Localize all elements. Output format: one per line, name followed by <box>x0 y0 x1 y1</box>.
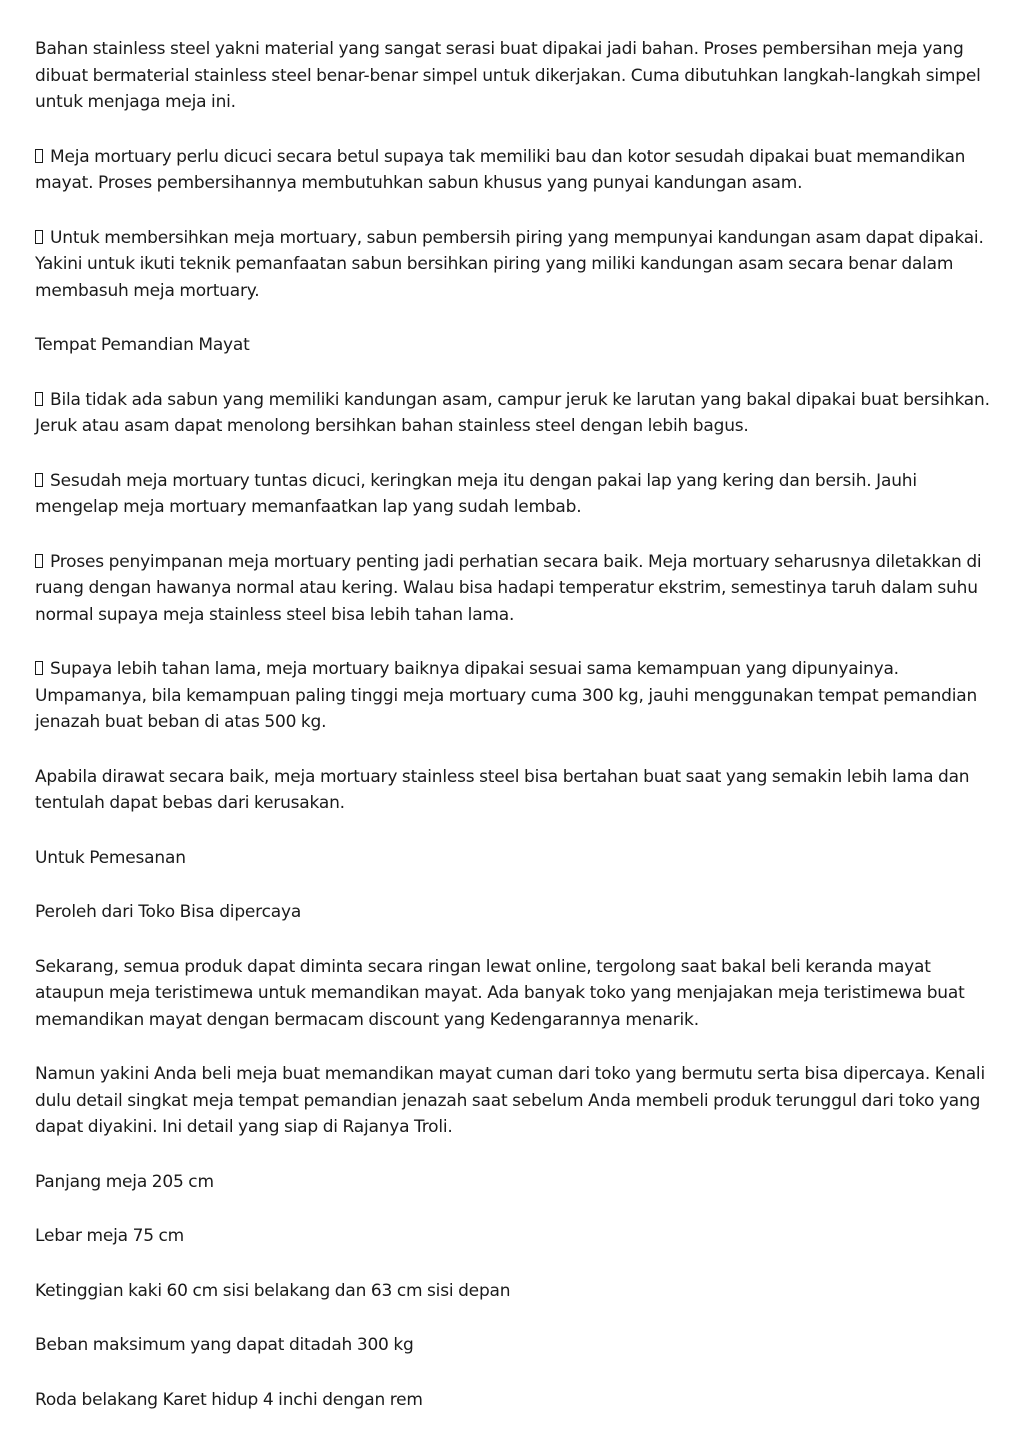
paragraph-text: Untuk membersihkan meja mortuary, sabun pembersih piring yang mempunyai kandungan asam dapat dipakai. Yakini untuk ikuti teknik pemanfaatan sabun bersihkan piring yang miliki kandungan asam secara benar dalam membasuh meja mortuary. <box>35 227 984 301</box>
paragraph: Bahan stainless steel yakni material yang sangat serasi buat dipakai jadi bahan. Proses pembersihan meja yang dibuat bermaterial stainless steel benar-benar simpel untuk dikerjakan. Cuma dibutuhkan langkah-langkah simpel untuk menjaga meja ini. <box>35 39 981 112</box>
bullet-box-icon <box>35 392 43 406</box>
paragraph-text: Meja mortuary perlu dicuci secara betul supaya tak memiliki bau dan kotor sesudah dipakai buat memandikan mayat. Proses pembersihannya membutuhkan sabun khusus yang punyai kandungan asam. <box>35 146 966 193</box>
bullet-paragraph <box>35 144 995 197</box>
bullet-paragraph <box>35 656 995 736</box>
bullet-box-icon <box>35 661 43 675</box>
bullet-paragraph <box>35 387 995 440</box>
section-heading: Peroleh dari Toko Bisa dipercaya <box>35 902 302 922</box>
spec-line: Roda belakang Karet hidup 4 inchi dengan rem <box>35 1389 423 1410</box>
paragraph: Namun yakini Anda beli meja buat memandikan mayat cuman dari toko yang bermutu serta bisa dipercaya. Kenali dulu detail singkat meja tempat pemandian jenazah saat sebelum Anda membeli produk terunggul dari toko yang dapat diyakini. Ini detail yang siap di Rajanya Troli. <box>35 1064 985 1137</box>
bullet-box-icon <box>35 149 43 163</box>
paragraph: Apabila dirawat secara baik, meja mortuary stainless steel bisa bertahan buat saat yang semakin lebih lama dan tentulah dapat bebas dari kerusakan. <box>35 766 970 813</box>
bullet-box-icon <box>35 554 43 568</box>
paragraph: Sekarang, semua produk dapat diminta secara ringan lewat online, tergolong saat bakal beli keranda mayat ataupun meja teristimewa untuk memandikan mayat. Ada banyak toko yang menjajakan meja teristimewa buat memandikan mayat dengan bermacam discount yang Kedengarannya menarik. <box>35 956 965 1030</box>
paragraph-text: Bila tidak ada sabun yang memiliki kandungan asam, campur jeruk ke larutan yang bakal dipakai buat bersihkan. Jeruk atau asam dapat menolong bersihkan bahan stainless steel dengan lebih bagus. <box>35 389 990 436</box>
bullet-paragraph <box>35 225 995 305</box>
spec-line: Lebar meja 75 cm <box>35 1226 185 1246</box>
document-page <box>35 36 995 1441</box>
paragraph-text: Supaya lebih tahan lama, meja mortuary baiknya dipakai sesuai sama kemampuan yang dipunyainya. Umpamanya, bila kemampuan paling tinggi meja mortuary cuma 300 kg, jauhi menggunakan tempat pemandian jenazah buat beban di atas 500 kg. <box>35 659 978 732</box>
section-heading: Untuk Pemesanan <box>35 847 186 868</box>
spec-line: Ketinggian kaki 60 cm sisi belakang dan 63 cm sisi depan <box>35 1280 511 1301</box>
section-heading: Tempat Pemandian Mayat <box>35 335 250 355</box>
paragraph-text: Sesudah meja mortuary tuntas dicuci, keringkan meja itu dengan pakai lap yang kering dan bersih. Jauhi mengelap meja mortuary memanfaatkan lap yang sudah lembab. <box>35 470 917 517</box>
paragraph-text: Proses penyimpanan meja mortuary penting jadi perhatian secara baik. Meja mortuary seharusnya diletakkan di ruang dengan hawanya normal atau kering. Walau bisa hadapi temperatur ekstrim, semestinya taruh dalam suhu normal supaya meja stainless steel bisa lebih tahan lama. <box>35 551 982 625</box>
bullet-box-icon <box>35 473 43 487</box>
bullet-paragraph <box>35 468 995 521</box>
spec-line: Panjang meja 205 cm <box>35 1171 214 1192</box>
spec-line: Beban maksimum yang dapat ditadah 300 kg <box>35 1335 414 1355</box>
bullet-box-icon <box>35 230 43 244</box>
bullet-paragraph <box>35 549 995 629</box>
